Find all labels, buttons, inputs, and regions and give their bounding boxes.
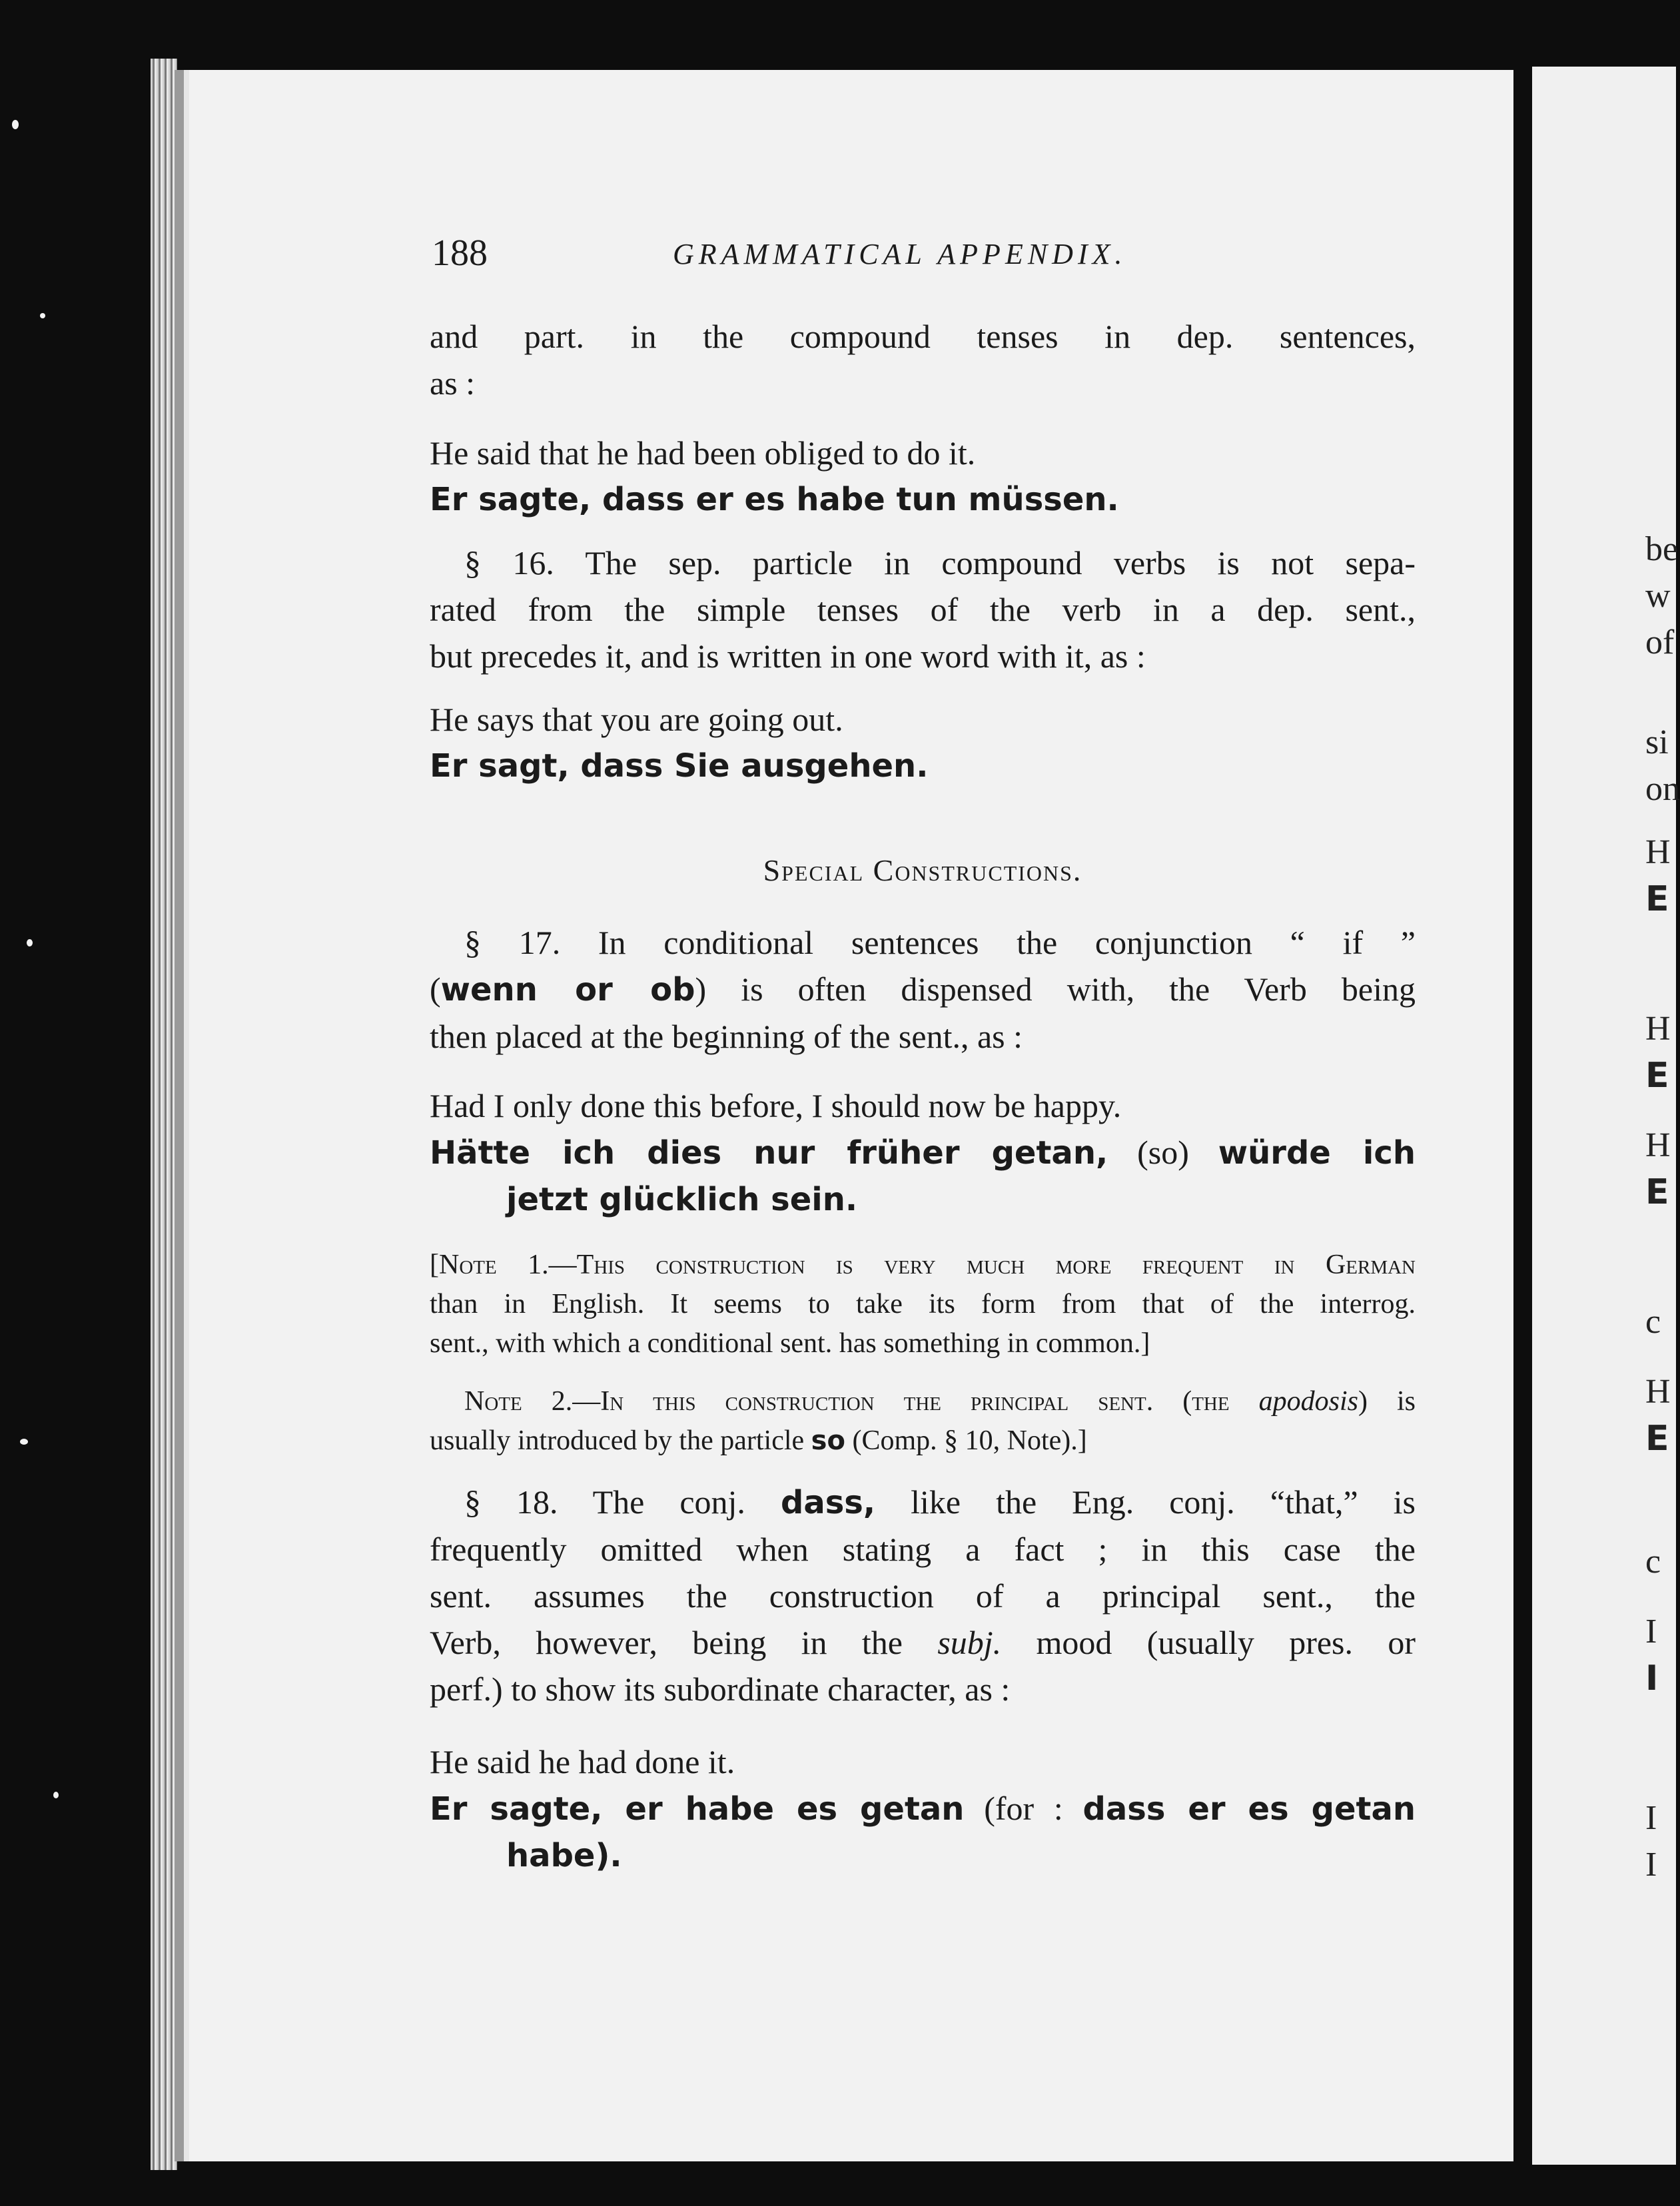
german-example: Er sagt, dass Sie ausgehen. (430, 747, 929, 785)
next-page-fragment: I (1645, 1613, 1657, 1651)
italic-term: subj. (937, 1624, 1002, 1661)
text-run: mood (usually pres. or (1036, 1624, 1416, 1661)
text-line: as : (430, 364, 476, 402)
next-page-fragment: si (1645, 723, 1669, 761)
english-example: He says that you are going out. (430, 701, 843, 738)
text-run: (for : (984, 1790, 1063, 1827)
next-page-fragment: H (1645, 833, 1671, 871)
text-line (430, 1619, 1416, 1666)
german-example-continued: jetzt glücklich sein. (506, 1181, 858, 1218)
text-run: § 18. The conj. (464, 1483, 745, 1521)
page-number: 188 (432, 232, 488, 274)
note-1 (430, 1246, 1416, 1363)
text-line: then placed at the beginning of the sent., as : (430, 1018, 1023, 1055)
paren: ( (430, 970, 441, 1008)
text-line (430, 1382, 1416, 1421)
german-example-continued: habe). (506, 1837, 622, 1874)
text-run: (so) (1137, 1134, 1189, 1171)
next-page-fragment: of (1645, 623, 1675, 661)
example-4 (430, 1738, 1416, 1879)
text-line (430, 966, 1416, 1013)
text-line: but precedes it, and is written in one word with it, as : (430, 637, 1146, 675)
text-line: sent., with which a conditional sent. has something in common.] (430, 1328, 1150, 1359)
section-17 (430, 919, 1416, 1060)
text-run: like the Eng. conj. “that,” is (911, 1483, 1416, 1521)
next-page-fragment: c (1645, 1303, 1661, 1341)
next-page-fragment: c (1645, 1543, 1661, 1581)
scan-speck (53, 1792, 59, 1798)
next-page-fragment: I (1645, 1846, 1657, 1884)
text-line: § 17. In conditional sentences the conjunction “ if ” (464, 924, 1416, 961)
example-1 (430, 430, 1416, 523)
scan-speck (40, 313, 45, 318)
text-line: perf.) to show its subordinate character, as : (430, 1670, 1011, 1708)
running-head: GRAMMATICAL APPENDIX. (673, 238, 1127, 270)
text-line: than in English. It seems to take its form from that of the interrog. (430, 1289, 1416, 1319)
section-16 (430, 540, 1416, 679)
german-run: Er sagte, er habe es getan (430, 1790, 965, 1828)
english-example: He said he had done it. (430, 1743, 735, 1780)
text-line: § 16. The sep. particle in compound verbs is not sepa- (464, 544, 1416, 581)
next-page-fragment: w (1645, 577, 1671, 615)
text-line (430, 1479, 1416, 1526)
scan-speck (20, 1439, 28, 1445)
next-page-fragment: E (1645, 1172, 1669, 1212)
scan-speck (12, 120, 19, 129)
intro-paragraph (430, 313, 1416, 406)
page-edge (151, 59, 177, 2170)
text-run: Verb, however, being in the (430, 1624, 903, 1661)
next-page-fragment: on (1645, 770, 1680, 808)
text-line: [Note 1.—This construction is very much more frequent in German (430, 1250, 1416, 1280)
next-page-fragment: I (1645, 1799, 1657, 1837)
italic-term: apodosis (1258, 1386, 1358, 1417)
english-example: He said that he had been obliged to do it. (430, 434, 976, 472)
text-run: Note 2.—In this construction the principal sent. (the (464, 1386, 1230, 1417)
german-run: würde ich (1218, 1134, 1416, 1172)
text-line: rated from the simple tenses of the verb in a dep. sent., (430, 591, 1416, 628)
note-2 (430, 1382, 1416, 1461)
text-run: ) is (1358, 1386, 1416, 1417)
text-line (430, 1421, 1416, 1461)
next-page-fragment: I (1645, 1658, 1659, 1698)
page-header (432, 232, 1418, 285)
english-example: Had I only done this before, I should now be happy. (430, 1087, 1122, 1124)
german-example (430, 1129, 1416, 1176)
german-run: Hätte ich dies nur früher getan, (430, 1134, 1108, 1172)
text-line: sent. assumes the construction of a principal sent., the (430, 1577, 1416, 1615)
next-page-fragment: H (1645, 1126, 1671, 1164)
next-page-fragment: be (1645, 530, 1679, 568)
text-line: frequently omitted when stating a fact ; in this case the (430, 1531, 1416, 1568)
next-page-letters (1645, 0, 1680, 2206)
text-run: ) is often dispensed with, the Verb being (695, 970, 1416, 1008)
section-18 (430, 1479, 1416, 1712)
next-page-fragment: E (1645, 879, 1669, 919)
example-2 (430, 696, 1416, 789)
text-line: and part. in the compound tenses in dep. sentences, (430, 318, 1416, 355)
next-page-fragment: H (1645, 1373, 1671, 1411)
german-example: Er sagte, dass er es habe tun müssen. (430, 481, 1119, 518)
scan-speck (27, 939, 33, 946)
section-heading: Special Constructions. (763, 853, 1082, 887)
german-example (430, 1785, 1416, 1832)
german-run: dass er es getan (1082, 1790, 1416, 1828)
next-page-fragment: E (1645, 1056, 1669, 1096)
example-3 (430, 1082, 1416, 1223)
german-term: dass, (780, 1484, 876, 1521)
next-page-fragment: E (1645, 1419, 1669, 1459)
next-page-fragment: H (1645, 1010, 1671, 1048)
german-term: so (811, 1425, 845, 1456)
german-term: wenn or ob (440, 971, 695, 1008)
text-run: usually introduced by the particle (430, 1425, 805, 1456)
text-run: (Comp. § 10, Note).] (852, 1425, 1087, 1456)
